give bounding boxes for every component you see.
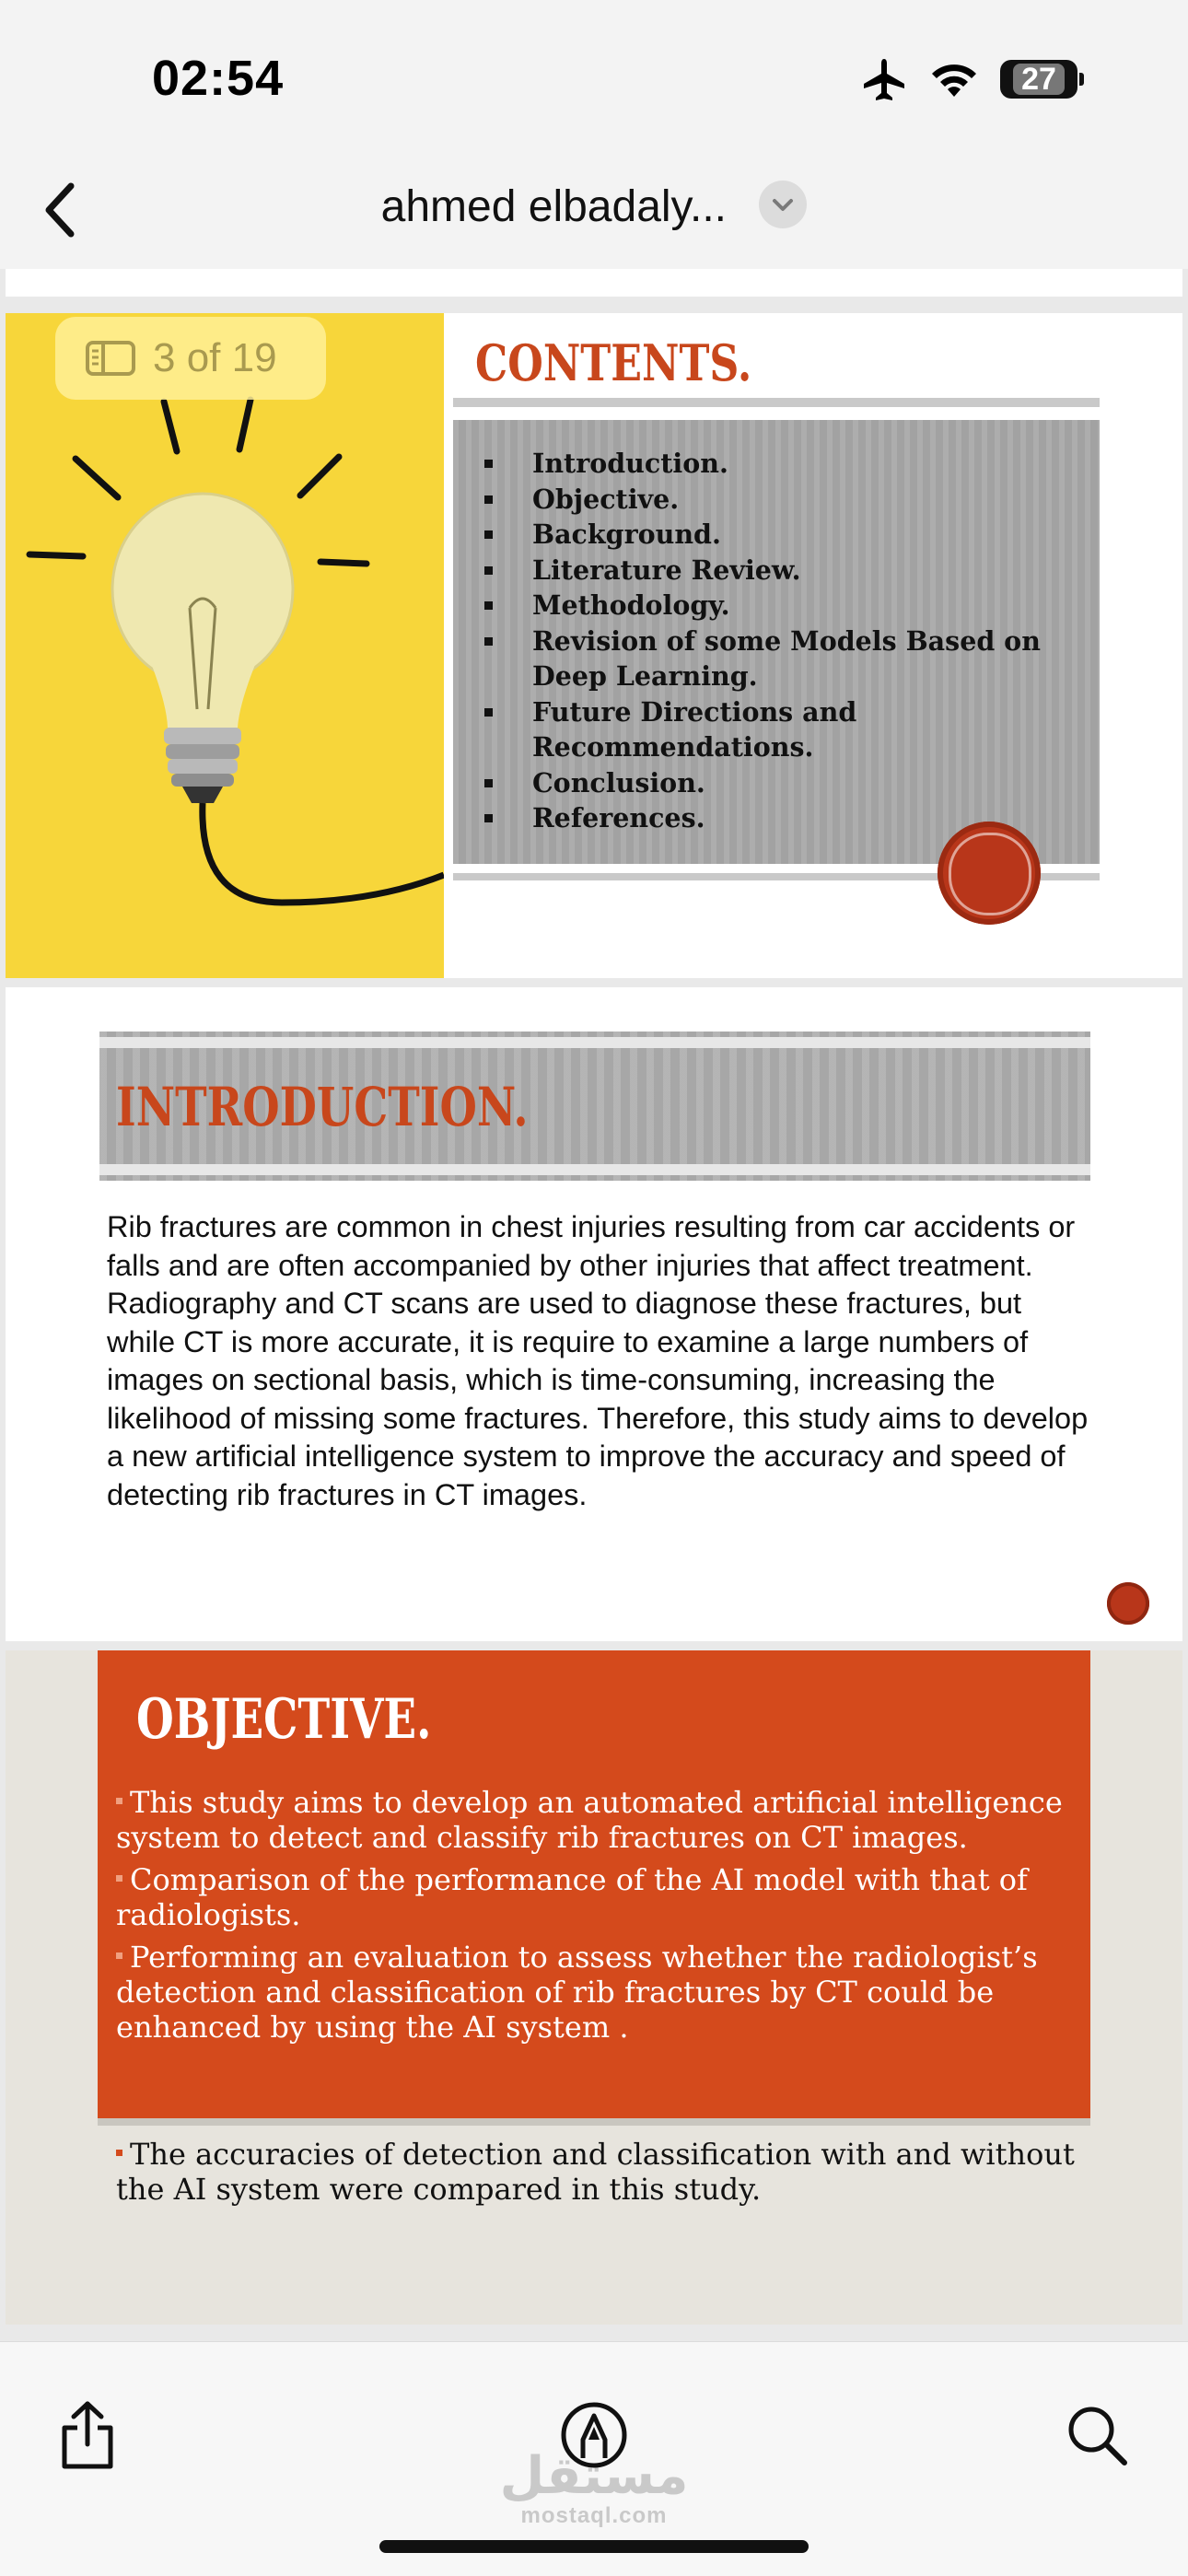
lightbulb-image bbox=[6, 313, 444, 978]
watermark-latin: mostaql.com bbox=[520, 2503, 668, 2528]
contents-list bbox=[481, 446, 1085, 836]
page-indicator[interactable] bbox=[55, 317, 326, 400]
contents-item: Background. bbox=[481, 517, 1085, 553]
airplane-icon bbox=[860, 57, 908, 101]
document-title[interactable] bbox=[0, 179, 1188, 232]
contents-title: CONTENTS. bbox=[475, 333, 752, 392]
objective-divider bbox=[98, 2118, 1090, 2126]
contents-item: References. bbox=[481, 800, 1085, 836]
slide-contents[interactable] bbox=[6, 313, 1182, 978]
objective-item: This study aims to develop an automated artificial intelligence system to detect and classify rib fractures on CT images. bbox=[116, 1785, 1063, 1855]
introduction-title: INTRODUCTION. bbox=[116, 1076, 529, 1138]
sidebar-icon bbox=[85, 340, 136, 377]
previous-slide-edge bbox=[6, 269, 1182, 297]
objective-item: Performing an evaluation to assess whether the radiologist’s detection and classification of rib fractures by CT could be enhanced by using the AI system . bbox=[116, 1940, 1038, 2045]
objective-list bbox=[116, 1785, 1074, 2052]
lightbulb-icon bbox=[6, 313, 444, 978]
title-divider bbox=[453, 398, 1100, 407]
contents-box bbox=[453, 420, 1100, 864]
document-title-text: ahmed elbadaly... bbox=[380, 181, 727, 231]
objective-note: The accuracies of detection and classification with and without the AI system were compared in this study. bbox=[116, 2137, 1075, 2207]
contents-item: Objective. bbox=[481, 482, 1085, 518]
contents-item: Conclusion. bbox=[481, 765, 1085, 801]
status-bar bbox=[0, 0, 1188, 157]
contents-item: Revision of some Models Based on Deep Learning. bbox=[481, 624, 1085, 694]
watermark-arabic: مستقل bbox=[499, 2446, 689, 2506]
document-viewer[interactable] bbox=[0, 269, 1188, 2341]
status-icons bbox=[860, 57, 1077, 101]
contents-item: Introduction. bbox=[481, 446, 1085, 482]
slide-introduction[interactable] bbox=[6, 987, 1182, 1641]
objective-box bbox=[98, 1650, 1090, 2118]
objective-item: Comparison of the performance of the AI model with that of radiologists. bbox=[116, 1862, 1028, 1932]
contents-item: Methodology. bbox=[481, 588, 1085, 624]
slide-objective[interactable] bbox=[6, 1650, 1182, 2325]
objective-title: OBJECTIVE. bbox=[136, 1687, 432, 1752]
home-indicator[interactable] bbox=[379, 2540, 809, 2553]
title-menu-button[interactable] bbox=[759, 181, 807, 228]
chevron-down-icon bbox=[759, 181, 807, 228]
introduction-title-bar bbox=[99, 1032, 1090, 1181]
battery-icon bbox=[1000, 60, 1077, 99]
status-time: 02:54 bbox=[152, 51, 285, 106]
watermark bbox=[0, 2446, 1188, 2528]
wifi-icon bbox=[928, 60, 980, 99]
page-indicator-label: 3 of 19 bbox=[153, 335, 277, 380]
contents-item: Future Directions and Recommendations. bbox=[481, 694, 1085, 765]
decorative-dot bbox=[1107, 1582, 1149, 1625]
decorative-circle bbox=[938, 822, 1041, 925]
navigation-bar bbox=[0, 157, 1188, 267]
contents-item: Literature Review. bbox=[481, 553, 1085, 589]
battery-level: 27 bbox=[1021, 61, 1056, 97]
introduction-body: Rib fractures are common in chest injuries resulting from car accidents or falls and are often accompanied by other injuries that affect treatment. Radiography and CT scans are used to diagnose these fractures, but while CT is more accurate, it is require to examine a large numbers of images on sectional basis, which is time-consuming, increasing the likelihood of missing some fractures. Therefore, this study aims to develop a new artificial intelligence system to improve the accuracy and speed of detecting rib fractures in CT images. bbox=[107, 1210, 1089, 1511]
